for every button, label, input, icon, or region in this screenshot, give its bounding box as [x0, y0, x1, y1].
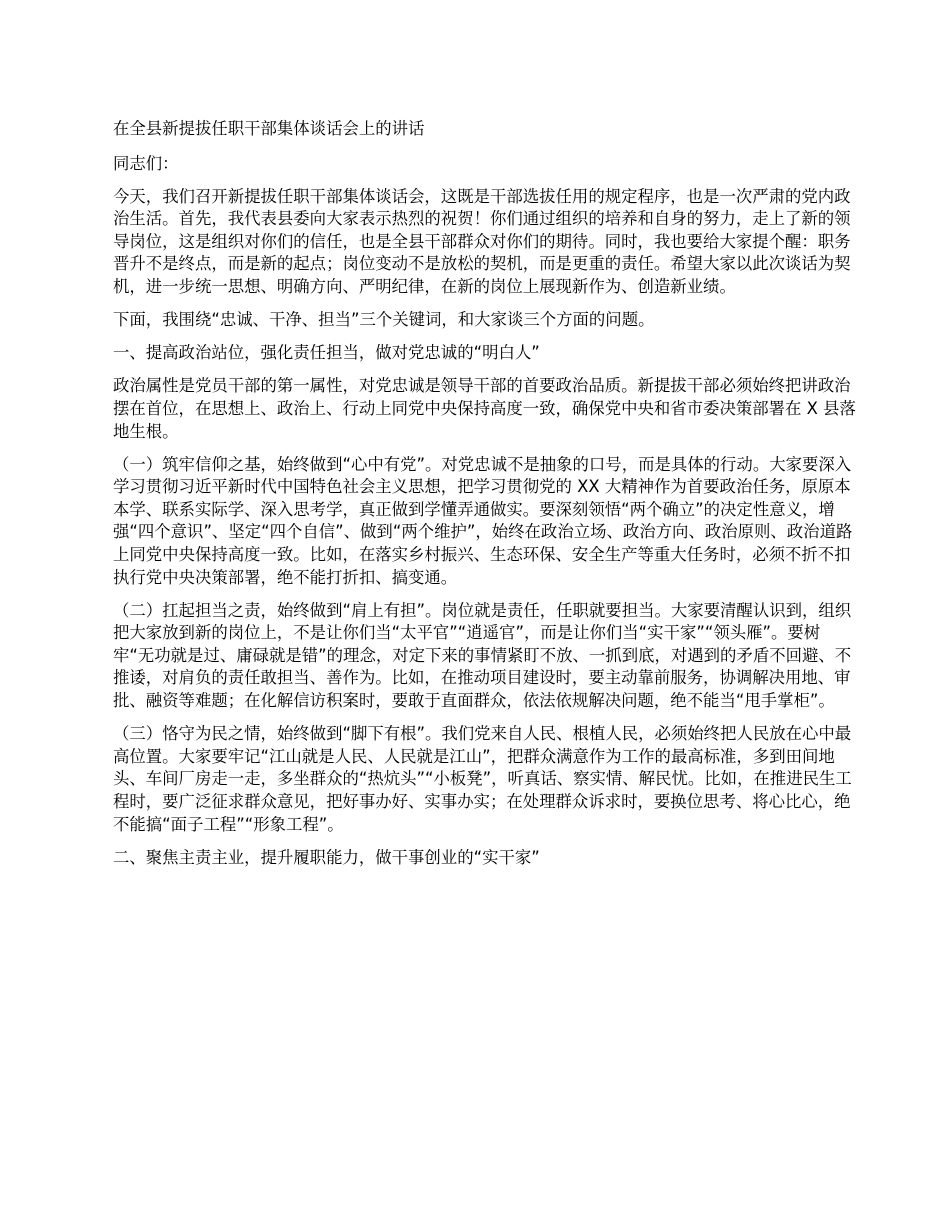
document-page — [113, 118, 858, 880]
document-title: 在全县新提拔任职干部集体谈话会上的讲话 — [113, 119, 425, 138]
paragraph-opening: 今天，我们召开新提拔任职干部集体谈话会，这既是干部选拔任用的规定程序，也是一次严肃的党内政治生活。首先，我代表县委向大家表示热烈的祝贺！你们通过组织的培养和自身的努力，走上了新的领导岗位，这是组织对你们的信任，也是全县干部群众对你们的期待。同时，我也要给大家提个醒：职务晋升不是终点，而是新的起点；岗位变动不是放松的契机，而是更重的责任。希望大家以此次谈话为契机，进一步统一思想、明确方向、严明纪律，在新的岗位上展现新作为、创造新业绩。 — [113, 186, 851, 297]
paragraph-subsection-3: （三）恪守为民之情，始终做到“脚下有根”。我们党来自人民、根植人民，必须始终把人民放在心中最高位置。大家要牢记“江山就是人民、人民就是江山”，把群众满意作为工作的最高标准，多到田间地头、车间厂房走一走，多坐群众的“热炕头”“小板凳”，听真话、察实情、解民忧。比如，在推进民生工程时，要广泛征求群众意见，把好事办好、实事办实；在处理群众诉求时，要换位思考、将心比心，绝不能搞“面子工程”“形象工程”。 — [113, 724, 852, 834]
greeting: 同志们： — [113, 153, 179, 173]
section-heading-1: 一、提高政治站位，强化责任担当，做对党忠诚的“明白人” — [113, 343, 540, 363]
section-heading-2: 二、聚焦主责主业，提升履职能力，做干事创业的“实干家” — [113, 847, 540, 867]
paragraph-section-1-intro: 政治属性是党员干部的第一属性，对党忠诚是领导干部的首要政治品质。新提拔干部必须始终把讲政治摆在首位，在思想上、政治上、行动上同党中央保持高度一致，确保党中央和省市委决策部署在 X 县落地生根。 — [113, 376, 856, 441]
paragraph-subsection-2: （二）扛起担当之责，始终做到“肩上有担”。岗位就是责任，任职就要担当。大家要清醒认识到，组织把大家放到新的岗位上，不是让你们当“太平官”“逍遥官”，而是让你们当“实干家”“领头雁”。要树牢“无功就是过、庸碌就是错”的理念，对定下来的事情紧盯不放、一抓到底，对遇到的矛盾不回避、不推诿，对肩负的责任敢担当、善作为。比如，在推动项目建设时，要主动靠前服务，协调解决用地、审批、融资等难题；在化解信访积案时，要敢于直面群众，依法依规解决问题，绝不能当“甩手掌柜”。 — [113, 600, 852, 711]
paragraph-outline: 下面，我围绕“忠诚、干净、担当”三个关键词，和大家谈三个方面的问题。 — [113, 310, 655, 330]
paragraph-subsection-1: （一）筑牢信仰之基，始终做到“心中有党”。对党忠诚不是抽象的口号，而是具体的行动。大家要深入学习贯彻习近平新时代中国特色社会主义思想，把学习贯彻党的 XX 大精神作为首要政治任务，原原本本学、联系实际学、深入思考学，真正做到学懂弄通做实。要深刻领悟“两个确立”的决定性意义，增强“四个意识”、坚定“四个自信”、做到“两个维护”，始终在政治立场、政治方向、政治原则、政治道路上同党中央保持高度一致。比如，在落实乡村振兴、生态环保、安全生产等重大任务时，必须不折不扣执行党中央决策部署，绝不能打折扣、搞变通。 — [113, 454, 853, 587]
